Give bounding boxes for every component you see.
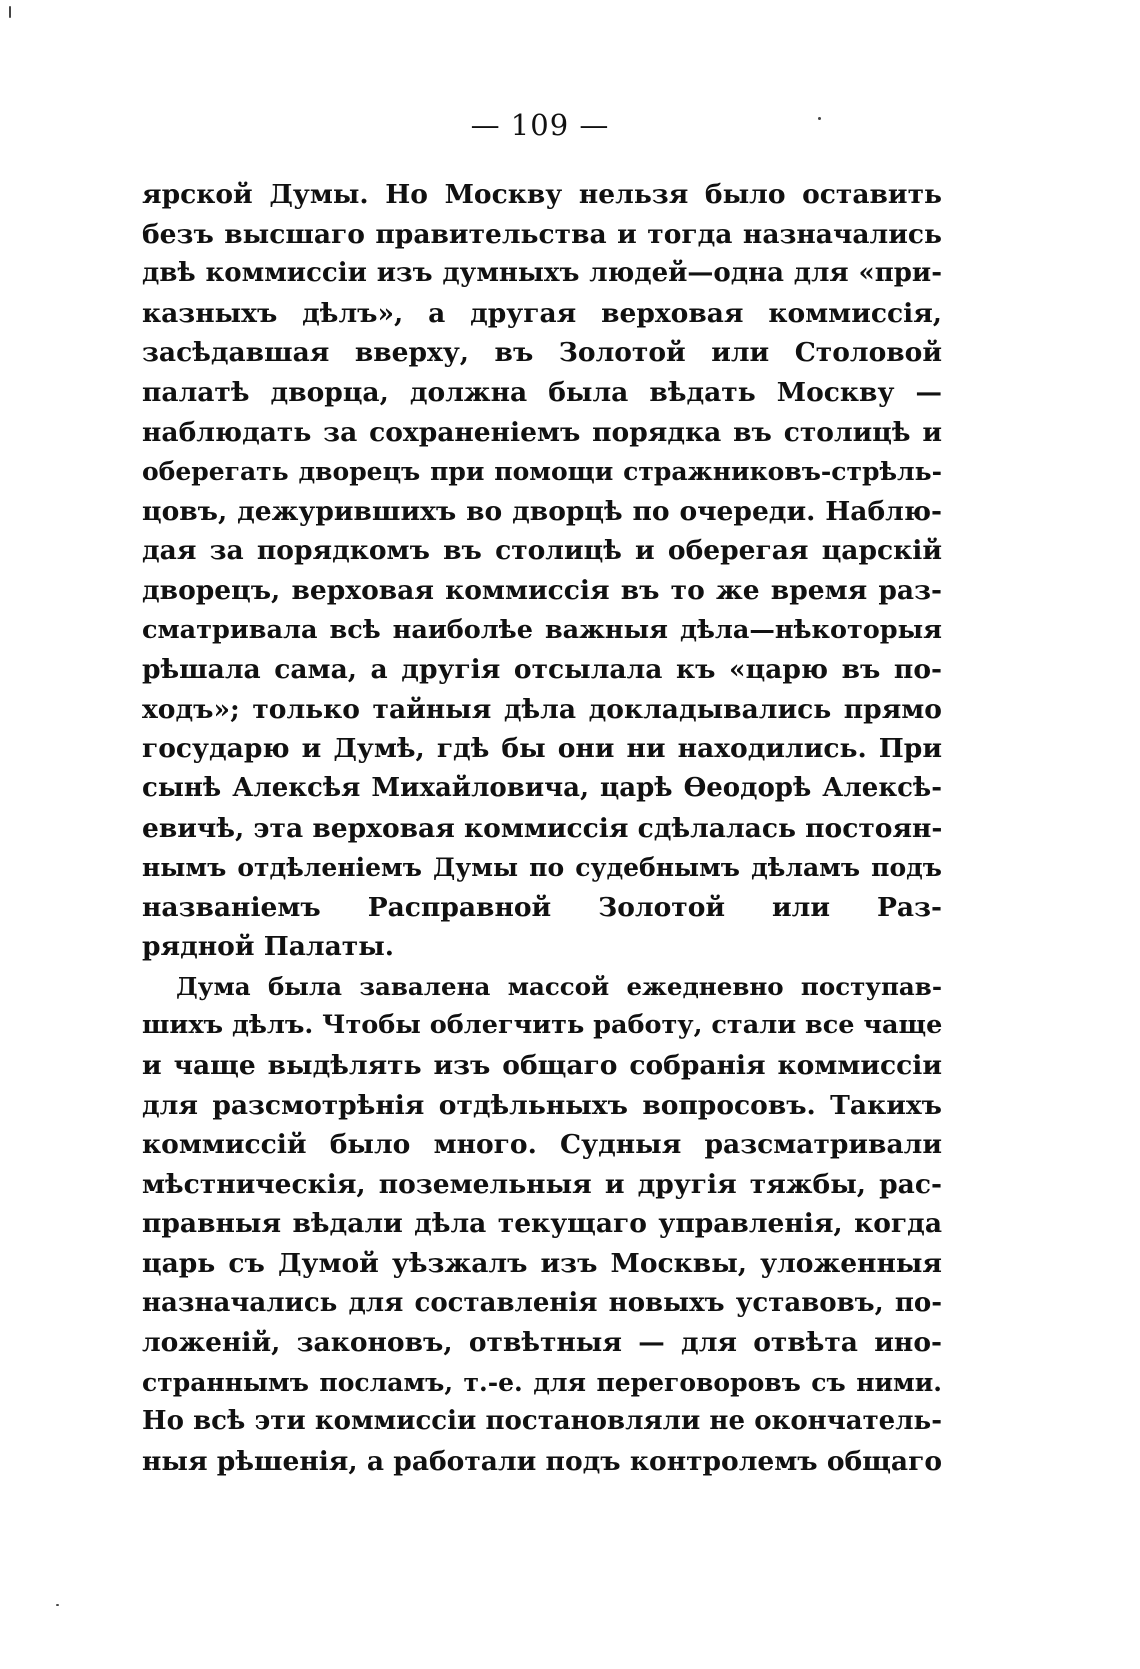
paragraph-2 <box>142 967 942 1482</box>
text-line: названіемъ Расправной Золотой или Раз- <box>142 891 942 923</box>
text-line: ныя рѣшенія, а работали подъ контролемъ общаго <box>142 1446 942 1477</box>
text-line: назначались для составленія новыхъ уставовъ, по- <box>142 1287 942 1318</box>
paragraph-1 <box>142 175 942 967</box>
text-line: Но всѣ эти коммиссіи постановляли не окончатель- <box>142 1406 942 1437</box>
text-line: для разсмотрѣнія отдѣльныхъ вопросовъ. Такихъ <box>142 1089 942 1121</box>
text-line: евичѣ, эта верховая коммиссія сдѣлалась постоян- <box>142 812 943 844</box>
page-number: — 109 — <box>470 108 610 142</box>
text-line: наблюдать за сохраненіемъ порядка въ столицѣ и <box>142 416 942 448</box>
text-line: государю и Думѣ, гдѣ бы они ни находились. При <box>142 733 942 765</box>
text-line: ярской Думы. Но Москву нельзя было оставить <box>142 179 942 210</box>
text-line: сынѣ Алексѣя Михайловича, царѣ Ѳеодорѣ Алексѣ- <box>142 772 942 803</box>
text-line: рядной Палаты. <box>142 931 394 963</box>
text-line: царь съ Думой уѣзжалъ изъ Москвы, уложенныя <box>142 1248 942 1280</box>
text-line: мѣстническія, поземельныя и другія тяжбы, рас- <box>142 1168 942 1200</box>
text-line: Дума была завалена массой ежедневно поступав- <box>176 971 942 1001</box>
text-line: коммиссій было много. Судныя разсматривали <box>142 1129 942 1161</box>
text-line: цовъ, дежурившихъ во дворцѣ по очереди. Наблю- <box>142 495 942 527</box>
text-line: безъ высшаго правительства и тогда назначались <box>142 218 942 250</box>
text-line: дая за порядкомъ въ столицѣ и оберегая царскій <box>142 535 942 567</box>
text-line: и чаще выдѣлять изъ общаго собранія коммиссіи <box>142 1050 942 1082</box>
text-line: нымъ отдѣленіемъ Думы по судебнымъ дѣламъ подъ <box>142 853 942 883</box>
body-text <box>142 175 942 1482</box>
text-line: ложеній, законовъ, отвѣтныя — для отвѣта ино- <box>142 1327 942 1359</box>
text-line: оберегать дворецъ при помощи стражниковъ-стрѣль- <box>142 457 942 487</box>
text-line: страннымъ посламъ, т.-е. для переговоровъ съ ними. <box>142 1367 942 1397</box>
paper-speck <box>9 6 11 18</box>
text-line: казныхъ дѣлъ», а другая верховая коммиссія, <box>142 297 942 329</box>
paper-speck <box>818 117 821 120</box>
text-line: правныя вѣдали дѣла текущаго управленія, когда <box>142 1208 942 1240</box>
text-line: засѣдавшая вверху, въ Золотой или Столовой <box>142 337 942 369</box>
text-line: шихъ дѣлъ. Чтобы облегчить работу, стали все чаще <box>142 1010 943 1041</box>
text-line: ходъ»; только тайныя дѣла докладывались прямо <box>142 693 942 725</box>
text-line: сматривала всѣ наиболѣе важныя дѣла—нѣкоторыя <box>142 614 942 645</box>
text-line: дворецъ, верховая коммиссія въ то же время раз- <box>142 574 942 606</box>
paper-speck <box>56 1604 59 1606</box>
text-line: двѣ коммиссіи изъ думныхъ людей—одна для «при- <box>142 258 942 289</box>
text-line: палатѣ дворца, должна была вѣдать Москву — <box>142 376 942 408</box>
text-line: рѣшала сама, а другія отсылала къ «царю въ по- <box>142 654 942 686</box>
